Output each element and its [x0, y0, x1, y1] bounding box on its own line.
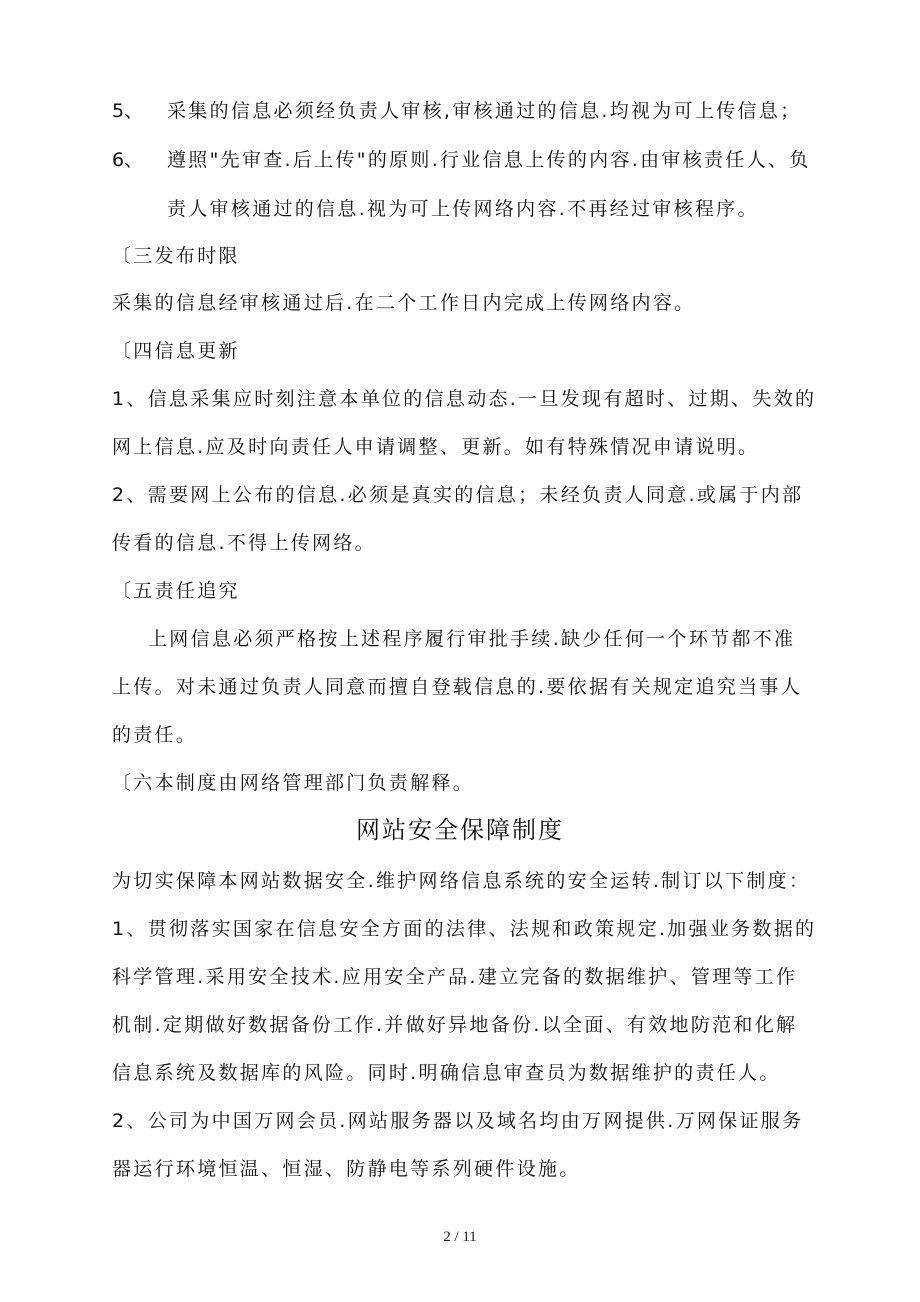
- item-number: 5、: [112, 100, 144, 122]
- paragraph: 传看的信息.不得上传网络。: [112, 532, 376, 554]
- paragraph: 的责任。: [112, 724, 198, 746]
- page-number: 2 / 11: [443, 1229, 477, 1245]
- section-heading: 〔四信息更新: [112, 340, 240, 362]
- paragraph: 2、需要网上公布的信息.必须是真实的信息；未经负责人同意.或属于内部: [112, 484, 804, 506]
- paragraph: 为切实保障本网站数据安全.维护网络信息系统的安全运转.制订以下制度：: [112, 870, 811, 892]
- paragraph: 1、贯彻落实国家在信息安全方面的法律、法规和政策规定.加强业务数据的: [112, 918, 817, 940]
- paragraph: 网上信息.应及时向责任人申请调整、更新。如有特殊情况申请说明。: [112, 436, 760, 458]
- paragraph: 2、公司为中国万网会员.网站服务器以及域名均由万网提供.万网保证服务: [112, 1110, 804, 1132]
- paragraph: 上传。对未通过负责人同意而擅自登载信息的.要依据有关规定追究当事人: [112, 676, 802, 698]
- paragraph: 机制.定期做好数据备份工作.并做好异地备份.以全面、有效地防范和化解: [112, 1014, 798, 1036]
- section-heading: 〔六本制度由网络管理部门负责解释。: [112, 772, 475, 794]
- paragraph: 科学管理.采用安全技术.应用安全产品.建立完备的数据维护、管理等工作: [112, 966, 798, 988]
- section-heading: 〔三发布时限: [112, 245, 240, 267]
- item-text: 采集的信息必须经负责人审核,审核通过的信息.均视为可上传信息；: [167, 100, 802, 122]
- item-number: 6、: [112, 149, 144, 171]
- paragraph: 1、信息采集应时刻注意本单位的信息动态.一旦发现有超时、过期、失效的: [112, 388, 817, 410]
- item-text: 遵照"先审查.后上传"的原则.行业信息上传的内容.由审核责任人、负: [167, 149, 811, 171]
- section-heading: 〔五责任追究: [112, 580, 240, 602]
- paragraph: 上网信息必须严格按上述程序履行审批手续.缺少任何一个环节都不准: [148, 628, 796, 650]
- paragraph: 器运行环境恒温、恒湿、防静电等系列硬件设施。: [112, 1158, 581, 1180]
- item-text: 责人审核通过的信息.视为可上传网络内容.不再经过审核程序。: [167, 198, 759, 220]
- paragraph: 信息系统及数据库的风险。同时.明确信息审查员为数据维护的责任人。: [112, 1062, 781, 1084]
- paragraph: 采集的信息经审核通过后.在二个工作日内完成上传网络内容。: [112, 292, 696, 314]
- page-title: 网站安全保障制度: [356, 816, 564, 844]
